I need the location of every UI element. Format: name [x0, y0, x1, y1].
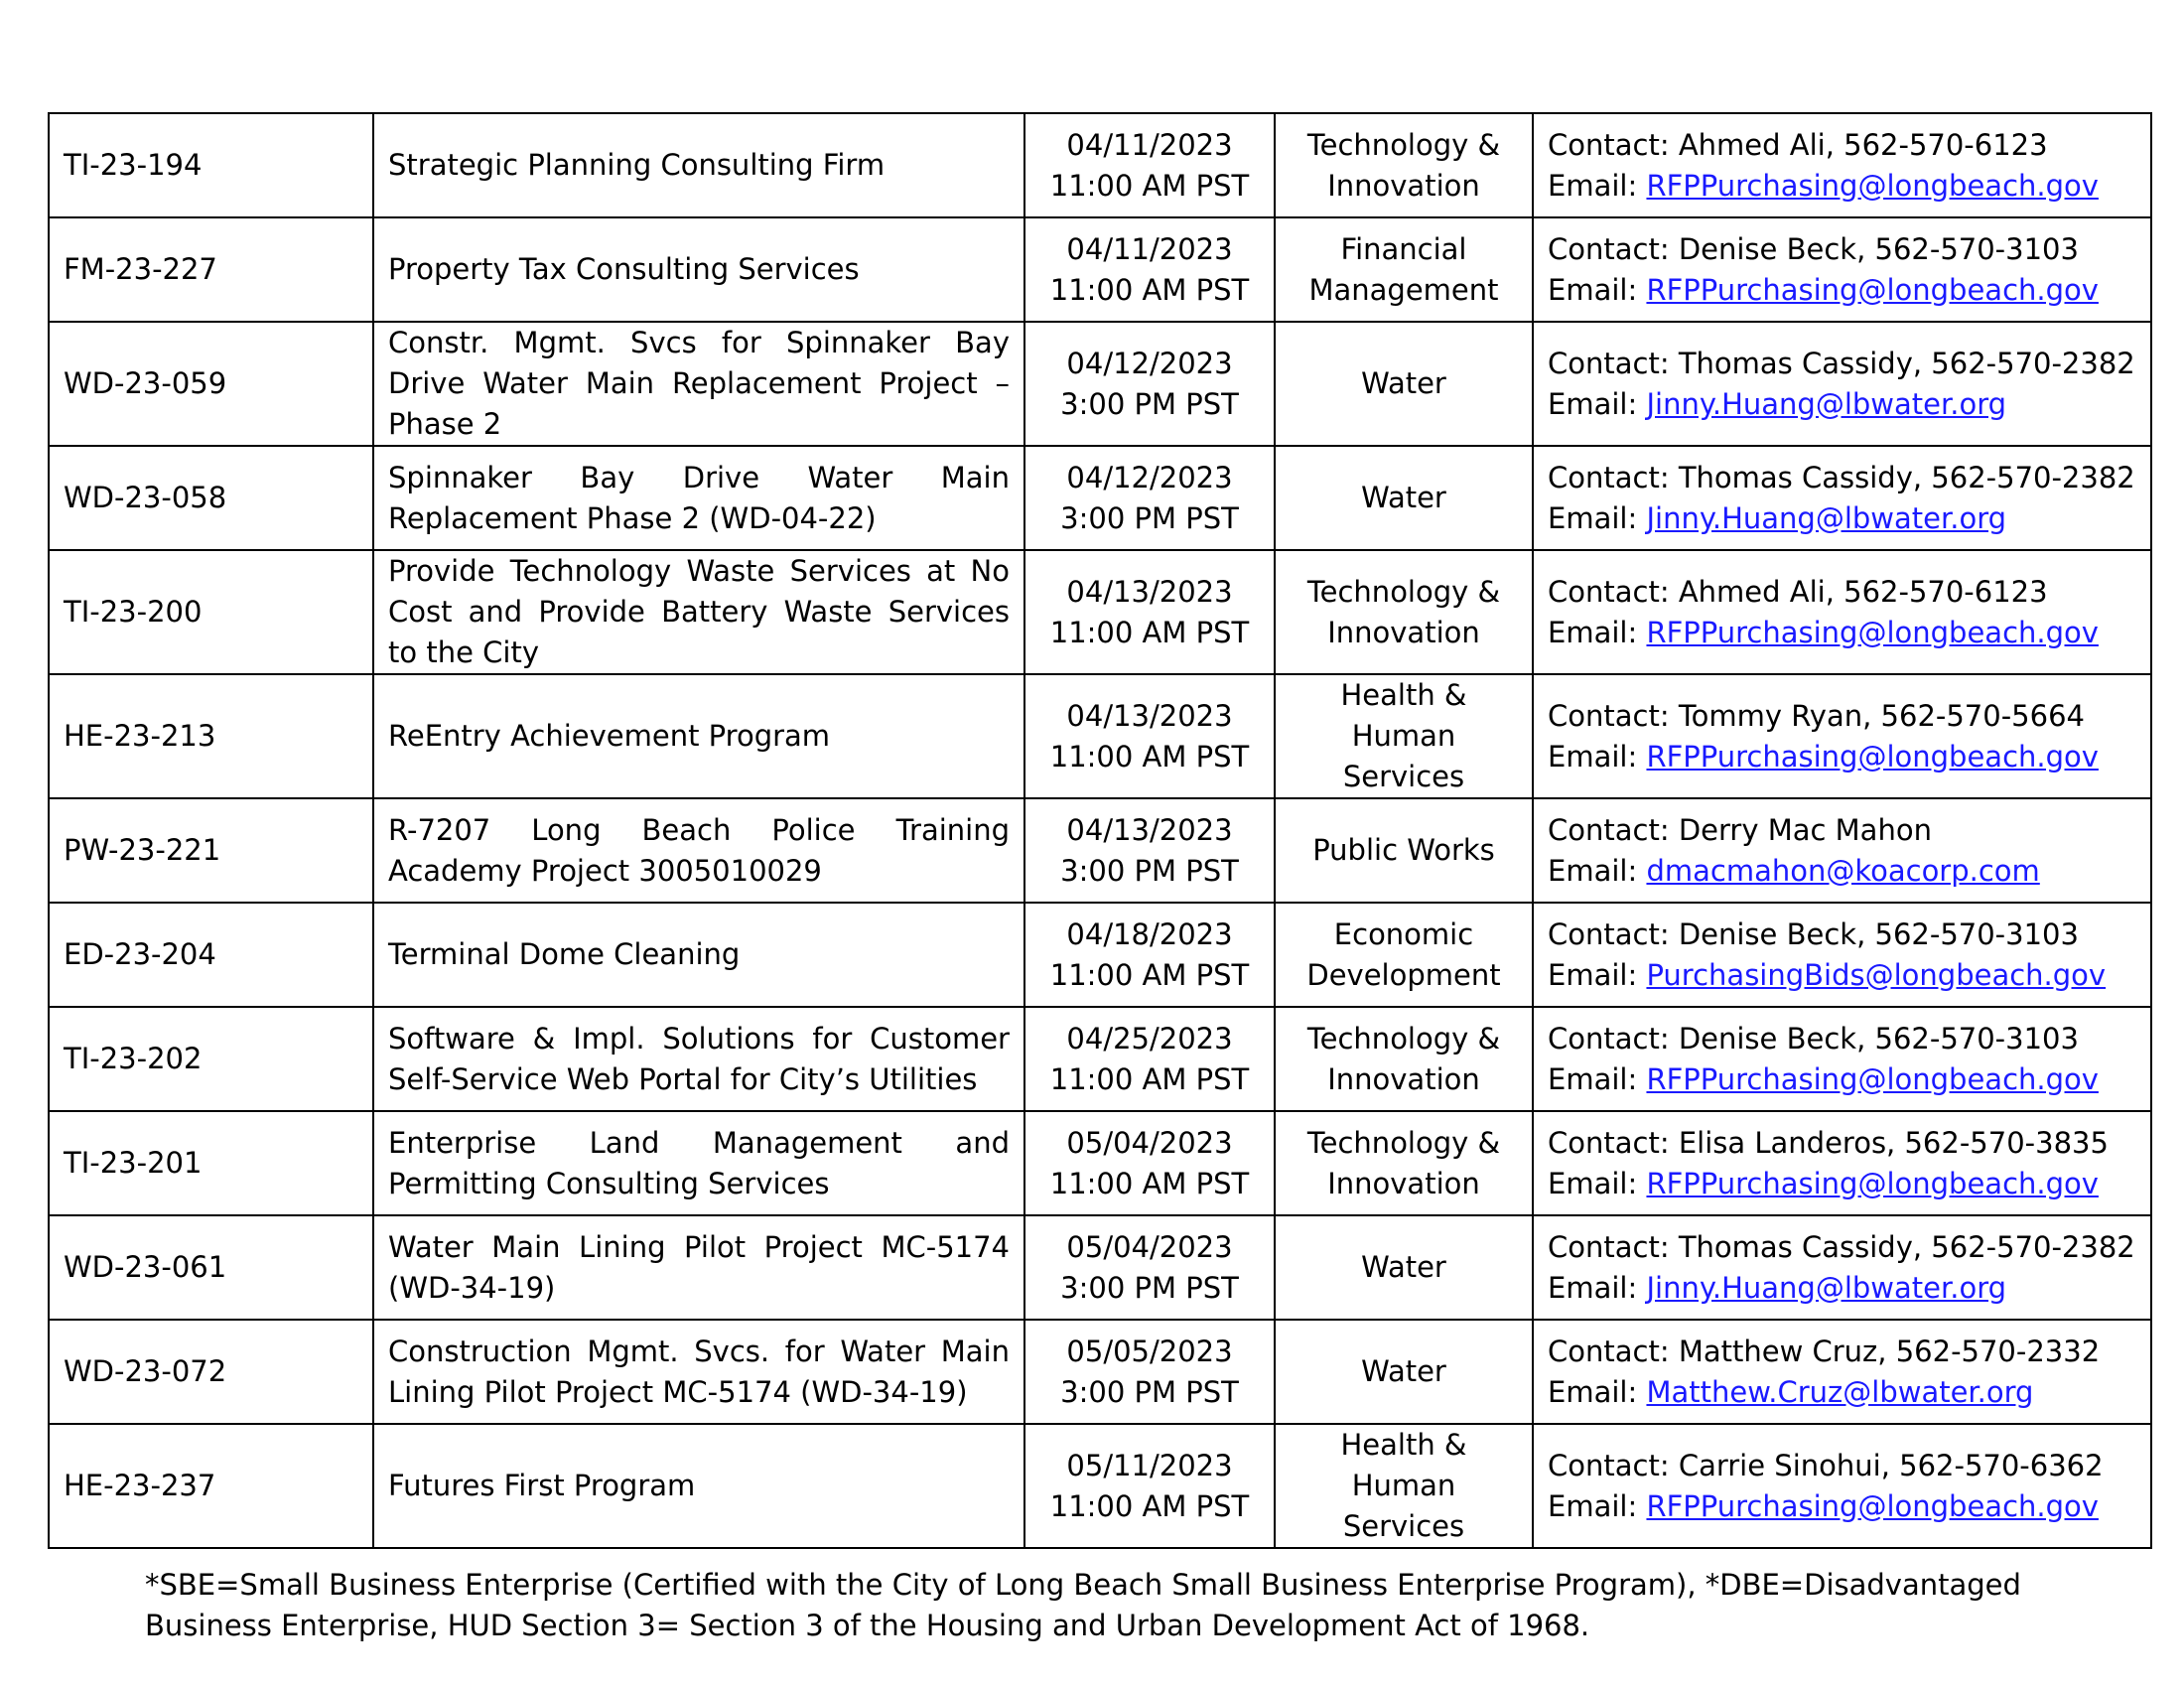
department: Health & Human Services: [1340, 1428, 1467, 1543]
due-time: 11:00 AM PST: [1049, 1166, 1250, 1200]
department-cell: [1275, 550, 1533, 674]
email-line: [1548, 1486, 2136, 1527]
email-label: Email:: [1548, 957, 1647, 992]
due-date: 04/18/2023: [1066, 916, 1233, 951]
email-link[interactable]: Jinny.Huang@lbwater.org: [1646, 500, 2007, 535]
rfp-number-cell: [49, 1320, 373, 1424]
department-cell: [1275, 217, 1533, 322]
email-line: [1548, 1372, 2136, 1413]
contact-cell: [1533, 674, 2151, 798]
rfp-description: ReEntry Achievement Program: [388, 719, 831, 753]
rfp-number-cell: [49, 446, 373, 550]
due-time: 3:00 PM PST: [1060, 500, 1239, 535]
rfp-number-cell: [49, 113, 373, 217]
rfp-number-cell: [49, 798, 373, 903]
contact-info: Contact: Denise Beck, 562-570-3103: [1548, 1021, 2079, 1055]
email-link[interactable]: RFPPurchasing@longbeach.gov: [1646, 1061, 2099, 1096]
email-line: [1548, 955, 2136, 996]
rfp-number-cell: [49, 903, 373, 1007]
contact-cell: [1533, 1320, 2151, 1424]
due-time: 3:00 PM PST: [1060, 1374, 1239, 1409]
rfp-table-body: [49, 113, 2151, 1548]
table-row: [49, 903, 2151, 1007]
rfp-number-cell: [49, 217, 373, 322]
due-time: 11:00 AM PST: [1049, 615, 1250, 649]
contact-cell: [1533, 550, 2151, 674]
rfp-description: Construction Mgmt. Svcs. for Water Main Lining Pilot Project MC-5174 (WD-34-19): [388, 1334, 1010, 1409]
rfp-table: [48, 112, 2152, 1549]
due-date: 04/11/2023: [1066, 127, 1233, 162]
table-row: [49, 1424, 2151, 1548]
contact-cell: [1533, 446, 2151, 550]
contact-info: Contact: Thomas Cassidy, 562-570-2382: [1548, 1229, 2135, 1264]
description-cell: [373, 903, 1024, 1007]
contact-info: Contact: Thomas Cassidy, 562-570-2382: [1548, 460, 2135, 494]
description-cell: [373, 1111, 1024, 1215]
description-cell: [373, 674, 1024, 798]
table-row: [49, 1215, 2151, 1320]
email-line: [1548, 613, 2136, 653]
table-row: [49, 1320, 2151, 1424]
rfp-number: WD-23-058: [64, 481, 227, 514]
email-label: Email:: [1548, 1488, 1647, 1523]
description-cell: [373, 550, 1024, 674]
due-time: 11:00 AM PST: [1049, 1488, 1250, 1523]
due-date-cell: [1024, 217, 1275, 322]
due-time: 3:00 PM PST: [1060, 853, 1239, 888]
rfp-number-cell: [49, 1007, 373, 1111]
table-row: [49, 1007, 2151, 1111]
table-row: [49, 113, 2151, 217]
due-date: 04/25/2023: [1066, 1021, 1233, 1055]
department-cell: [1275, 1424, 1533, 1548]
email-link[interactable]: Jinny.Huang@lbwater.org: [1646, 1270, 2007, 1305]
description-cell: [373, 1424, 1024, 1548]
rfp-description: Provide Technology Waste Services at No Cost and Provide Battery Waste Services to the City: [388, 554, 1010, 669]
table-row: [49, 217, 2151, 322]
description-cell: [373, 1320, 1024, 1424]
email-link[interactable]: RFPPurchasing@longbeach.gov: [1646, 272, 2099, 307]
due-date: 04/13/2023: [1066, 574, 1233, 609]
rfp-number: TI-23-200: [64, 595, 203, 629]
rfp-number-cell: [49, 1111, 373, 1215]
contact-cell: [1533, 1215, 2151, 1320]
due-date: 04/12/2023: [1066, 460, 1233, 494]
contact-info: Contact: Derry Mac Mahon: [1548, 812, 1932, 847]
due-time: 11:00 AM PST: [1049, 168, 1250, 203]
description-cell: [373, 1215, 1024, 1320]
contact-info: Contact: Matthew Cruz, 562-570-2332: [1548, 1334, 2101, 1368]
rfp-number-cell: [49, 322, 373, 446]
rfp-number: TI-23-201: [64, 1146, 203, 1180]
rfp-description: Futures First Program: [388, 1469, 696, 1502]
rfp-description: Spinnaker Bay Drive Water Main Replacement Phase 2 (WD-04-22): [388, 460, 1010, 535]
due-date-cell: [1024, 446, 1275, 550]
contact-info: Contact: Denise Beck, 562-570-3103: [1548, 231, 2079, 266]
department: Public Works: [1312, 833, 1495, 867]
due-date-cell: [1024, 1111, 1275, 1215]
department-cell: [1275, 1007, 1533, 1111]
description-cell: [373, 113, 1024, 217]
rfp-number: TI-23-202: [64, 1042, 203, 1075]
rfp-number: HE-23-213: [64, 719, 216, 753]
rfp-description: Software & Impl. Solutions for Customer Self-Service Web Portal for City’s Utilities: [388, 1021, 1010, 1096]
description-cell: [373, 798, 1024, 903]
rfp-description: Terminal Dome Cleaning: [388, 937, 741, 971]
contact-cell: [1533, 217, 2151, 322]
table-row: [49, 550, 2151, 674]
due-date: 04/11/2023: [1066, 231, 1233, 266]
contact-info: Contact: Ahmed Ali, 562-570-6123: [1548, 574, 2048, 609]
due-date-cell: [1024, 798, 1275, 903]
email-link[interactable]: RFPPurchasing@longbeach.gov: [1646, 168, 2099, 203]
department: Water: [1361, 481, 1446, 514]
email-link[interactable]: RFPPurchasing@longbeach.gov: [1646, 739, 2099, 774]
description-cell: [373, 322, 1024, 446]
description-cell: [373, 446, 1024, 550]
due-date: 04/12/2023: [1066, 346, 1233, 380]
contact-cell: [1533, 113, 2151, 217]
contact-info: Contact: Thomas Cassidy, 562-570-2382: [1548, 346, 2135, 380]
department-cell: [1275, 798, 1533, 903]
department: Financial Management: [1308, 231, 1499, 307]
due-date-cell: [1024, 903, 1275, 1007]
table-row: [49, 446, 2151, 550]
description-cell: [373, 1007, 1024, 1111]
rfp-number: WD-23-059: [64, 366, 227, 400]
email-label: Email:: [1548, 272, 1647, 307]
rfp-number: PW-23-221: [64, 833, 221, 867]
due-time: 11:00 AM PST: [1049, 1061, 1250, 1096]
rfp-description: Property Tax Consulting Services: [388, 252, 860, 286]
rfp-number-cell: [49, 674, 373, 798]
contact-cell: [1533, 1111, 2151, 1215]
rfp-number: WD-23-072: [64, 1354, 227, 1388]
due-date: 05/04/2023: [1066, 1125, 1233, 1160]
email-line: [1548, 384, 2136, 425]
department: Health & Human Services: [1340, 678, 1467, 793]
department-cell: [1275, 446, 1533, 550]
rfp-number: TI-23-194: [64, 148, 203, 182]
email-line: [1548, 498, 2136, 539]
department: Water: [1361, 1250, 1446, 1284]
due-time: 11:00 AM PST: [1049, 739, 1250, 774]
due-date-cell: [1024, 1320, 1275, 1424]
email-line: [1548, 166, 2136, 207]
department: Water: [1361, 1354, 1446, 1388]
email-label: Email:: [1548, 1166, 1647, 1200]
due-date-cell: [1024, 1007, 1275, 1111]
rfp-description: R-7207 Long Beach Police Training Academy Project 3005010029: [388, 812, 1010, 888]
email-label: Email:: [1548, 1270, 1647, 1305]
due-time: 3:00 PM PST: [1060, 386, 1239, 421]
table-row: [49, 674, 2151, 798]
due-date: 05/05/2023: [1066, 1334, 1233, 1368]
email-link[interactable]: Matthew.Cruz@lbwater.org: [1646, 1374, 2034, 1409]
due-date-cell: [1024, 113, 1275, 217]
department: Technology & Innovation: [1306, 127, 1501, 203]
contact-info: Contact: Tommy Ryan, 562-570-5664: [1548, 698, 2085, 733]
due-date: 04/13/2023: [1066, 698, 1233, 733]
rfp-description: Water Main Lining Pilot Project MC-5174 (WD-34-19): [388, 1229, 1010, 1305]
department: Technology & Innovation: [1306, 574, 1501, 649]
email-line: [1548, 851, 2136, 892]
email-link[interactable]: RFPPurchasing@longbeach.gov: [1646, 1488, 2099, 1523]
rfp-number: HE-23-237: [64, 1469, 216, 1502]
table-row: [49, 1111, 2151, 1215]
footnote: *SBE=Small Business Enterprise (Certified with the City of Long Beach Small Business Enterprise Program), *DBE=Disadvantaged Business Enterprise, HUD Section 3= Section 3 of the Housing and Urban Development Act of 1968.: [145, 1568, 2021, 1642]
department: Water: [1361, 366, 1446, 400]
email-label: Email:: [1548, 1374, 1647, 1409]
contact-cell: [1533, 1424, 2151, 1548]
due-time: 11:00 AM PST: [1049, 957, 1250, 992]
email-line: [1548, 1268, 2136, 1309]
due-date-cell: [1024, 674, 1275, 798]
rfp-number: FM-23-227: [64, 252, 217, 286]
email-label: Email:: [1548, 386, 1647, 421]
email-label: Email:: [1548, 739, 1647, 774]
table-row: [49, 322, 2151, 446]
due-date: 05/11/2023: [1066, 1448, 1233, 1482]
table-row: [49, 798, 2151, 903]
due-time: 3:00 PM PST: [1060, 1270, 1239, 1305]
email-label: Email:: [1548, 168, 1647, 203]
contact-info: Contact: Denise Beck, 562-570-3103: [1548, 916, 2079, 951]
email-link[interactable]: PurchasingBids@longbeach.gov: [1646, 957, 2107, 992]
contact-cell: [1533, 798, 2151, 903]
email-label: Email:: [1548, 500, 1647, 535]
department-cell: [1275, 113, 1533, 217]
due-date: 05/04/2023: [1066, 1229, 1233, 1264]
department: Economic Development: [1306, 916, 1501, 992]
department: Technology & Innovation: [1306, 1125, 1501, 1200]
email-line: [1548, 737, 2136, 777]
email-link[interactable]: RFPPurchasing@longbeach.gov: [1646, 615, 2099, 649]
rfp-description: Constr. Mgmt. Svcs for Spinnaker Bay Drive Water Main Replacement Project – Phase 2: [388, 326, 1010, 441]
email-label: Email:: [1548, 1061, 1647, 1096]
due-date-cell: [1024, 550, 1275, 674]
rfp-number: ED-23-204: [64, 937, 216, 971]
department: Technology & Innovation: [1306, 1021, 1501, 1096]
contact-cell: [1533, 1007, 2151, 1111]
email-line: [1548, 1059, 2136, 1100]
due-date-cell: [1024, 322, 1275, 446]
department-cell: [1275, 322, 1533, 446]
contact-info: Contact: Ahmed Ali, 562-570-6123: [1548, 127, 2048, 162]
due-time: 11:00 AM PST: [1049, 272, 1250, 307]
rfp-number-cell: [49, 1424, 373, 1548]
rfp-number: WD-23-061: [64, 1250, 227, 1284]
rfp-number-cell: [49, 550, 373, 674]
department-cell: [1275, 903, 1533, 1007]
description-cell: [373, 217, 1024, 322]
email-label: Email:: [1548, 615, 1647, 649]
email-line: [1548, 1164, 2136, 1204]
rfp-description: Enterprise Land Management and Permitting Consulting Services: [388, 1125, 1010, 1200]
email-label: Email:: [1548, 853, 1647, 888]
contact-info: Contact: Elisa Landeros, 562-570-3835: [1548, 1125, 2109, 1160]
contact-cell: [1533, 903, 2151, 1007]
due-date: 04/13/2023: [1066, 812, 1233, 847]
department-cell: [1275, 1320, 1533, 1424]
contact-cell: [1533, 322, 2151, 446]
rfp-description: Strategic Planning Consulting Firm: [388, 148, 886, 182]
due-date-cell: [1024, 1424, 1275, 1548]
rfp-number-cell: [49, 1215, 373, 1320]
due-date-cell: [1024, 1215, 1275, 1320]
contact-info: Contact: Carrie Sinohui, 562-570-6362: [1548, 1448, 2104, 1482]
department-cell: [1275, 674, 1533, 798]
department-cell: [1275, 1215, 1533, 1320]
department-cell: [1275, 1111, 1533, 1215]
email-line: [1548, 270, 2136, 311]
email-link[interactable]: Jinny.Huang@lbwater.org: [1646, 386, 2007, 421]
email-link[interactable]: RFPPurchasing@longbeach.gov: [1646, 1166, 2099, 1200]
email-link[interactable]: dmacmahon@koacorp.com: [1646, 853, 2040, 888]
